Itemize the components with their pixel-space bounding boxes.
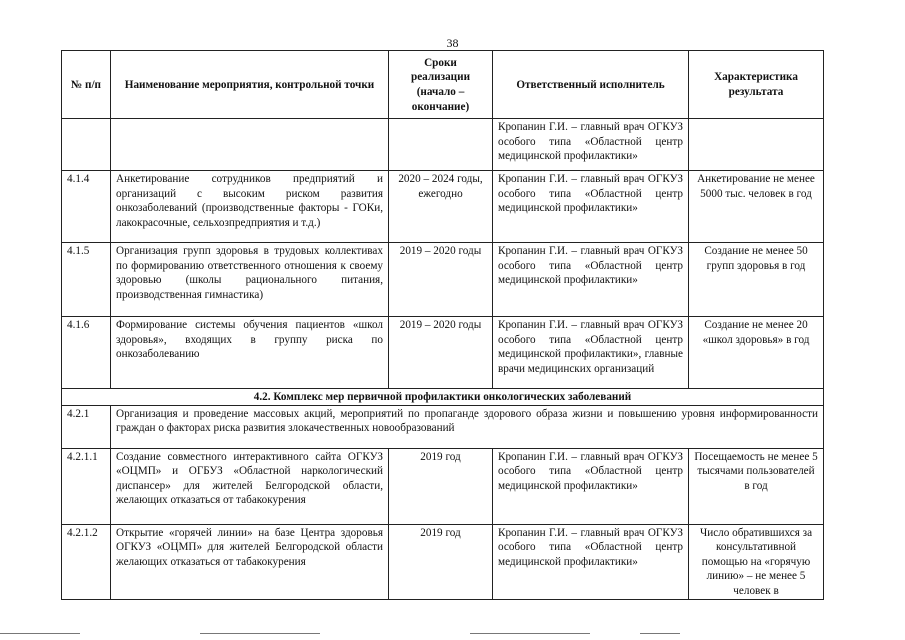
table-row bbox=[62, 405, 824, 448]
result-cell: Посещаемость не менее 5 тысячами пользователей в год bbox=[689, 448, 824, 524]
name-cell: Открытие «горячей линии» на базе Центра здоровья ОГКУЗ «ОЦМП» для жителей Белгородской области желающих отказаться от табакокурения bbox=[111, 524, 389, 599]
num-cell: 4.1.6 bbox=[62, 317, 111, 389]
term-cell: 2020 – 2024 годы, ежегодно bbox=[389, 171, 493, 243]
merged-text-cell: Организация и проведение массовых акций, мероприятий по пропаганде здорового образа жизни и повышению уровня информированности граждан о факторах риска развития злокачественных новообразований bbox=[111, 405, 824, 448]
resp-cell: Кропанин Г.И. – главный врач ОГКУЗ особого типа «Областной центр медицинской профилактики», главные врачи медицинских организаций bbox=[493, 317, 689, 389]
result-cell: Создание не менее 50 групп здоровья в год bbox=[689, 243, 824, 317]
resp-cell: Кропанин Г.И. – главный врач ОГКУЗ особого типа «Областной центр медицинской профилактики» bbox=[493, 171, 689, 243]
table-row bbox=[62, 243, 824, 317]
measures-table bbox=[61, 50, 824, 600]
resp-cell: Кропанин Г.И. – главный врач ОГКУЗ особого типа «Областной центр медицинской профилактики» bbox=[493, 243, 689, 317]
section-row bbox=[62, 389, 824, 406]
result-cell: Число обратившихся за консультативной помощью на «горячую линию» – не менее 5 человек в bbox=[689, 524, 824, 599]
section-title: 4.2. Комплекс мер первичной профилактики онкологических заболеваний bbox=[62, 389, 824, 406]
table-row bbox=[62, 524, 824, 599]
table-row bbox=[62, 171, 824, 243]
name-cell: Создание совместного интерактивного сайта ОГКУЗ «ОЦМП» и ОГБУЗ «Областной наркологический диспансер» для жителей Белгородской области, желающих отказаться от табакокурения bbox=[111, 448, 389, 524]
header-num: № п/п bbox=[62, 51, 111, 119]
table-row bbox=[62, 119, 824, 171]
table-row bbox=[62, 317, 824, 389]
num-cell: 4.1.4 bbox=[62, 171, 111, 243]
result-cell: Анкетирование не менее 5000 тыс. человек в год bbox=[689, 171, 824, 243]
scan-edge-line bbox=[640, 633, 680, 634]
num-cell: 4.2.1.2 bbox=[62, 524, 111, 599]
term-cell: 2019 – 2020 годы bbox=[389, 317, 493, 389]
result-cell: Создание не менее 20 «школ здоровья» в год bbox=[689, 317, 824, 389]
header-result: Характеристика результата bbox=[689, 51, 824, 119]
resp-cell: Кропанин Г.И. – главный врач ОГКУЗ особого типа «Областной центр медицинской профилактики» bbox=[493, 524, 689, 599]
page-number: 38 bbox=[446, 36, 459, 50]
scan-edge-line bbox=[0, 633, 80, 634]
header-row bbox=[62, 51, 824, 119]
resp-cell: Кропанин Г.И. – главный врач ОГКУЗ особого типа «Областной центр медицинской профилактики» bbox=[493, 119, 689, 171]
table-row bbox=[62, 448, 824, 524]
term-cell: 2019 год bbox=[389, 448, 493, 524]
header-resp: Ответственный исполнитель bbox=[493, 51, 689, 119]
num-cell: 4.2.1 bbox=[62, 405, 111, 448]
num-cell: 4.1.5 bbox=[62, 243, 111, 317]
num-cell: 4.2.1.1 bbox=[62, 448, 111, 524]
resp-cell: Кропанин Г.И. – главный врач ОГКУЗ особого типа «Областной центр медицинской профилактики» bbox=[493, 448, 689, 524]
scan-edge-line bbox=[200, 633, 320, 634]
term-cell: 2019 – 2020 годы bbox=[389, 243, 493, 317]
name-cell: Формирование системы обучения пациентов «школ здоровья», входящих в группу риска по онкозаболеванию bbox=[111, 317, 389, 389]
name-cell: Анкетирование сотрудников предприятий и организаций с высоким риском развития онкозаболеваний (производственные факторы - ГОКи, лакокрасочные, сельхозпредприятия и т.д.) bbox=[111, 171, 389, 243]
term-cell: 2019 год bbox=[389, 524, 493, 599]
header-name: Наименование мероприятия, контрольной точки bbox=[111, 51, 389, 119]
name-cell: Организация групп здоровья в трудовых коллективах по формированию ответственного отношения к своему здоровью (школы рационального питания, производственная гимнастика) bbox=[111, 243, 389, 317]
scan-edge-line bbox=[470, 633, 590, 634]
header-term: Сроки реализации (начало – окончание) bbox=[389, 51, 493, 119]
